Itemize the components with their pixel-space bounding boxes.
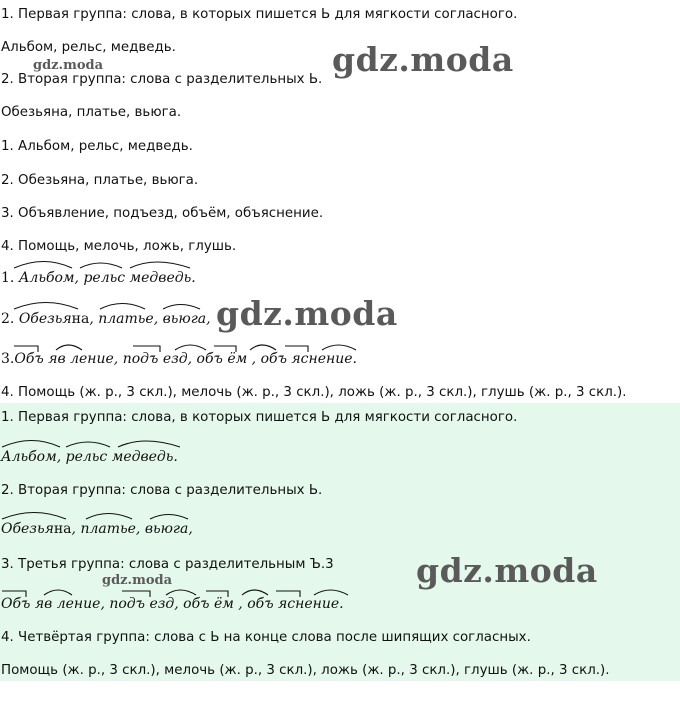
morph-root: ясн <box>291 351 318 367</box>
morpheme-line: Обезьяна, платье, вьюга, <box>1 521 193 537</box>
watermark-logo: gdz.moda <box>216 294 398 333</box>
morph-word: вьюга <box>144 521 189 537</box>
morpheme-line: 2. Обезьяна, платье, вьюга, <box>1 311 211 327</box>
root-arc <box>100 304 145 310</box>
morph-root: яв <box>48 351 66 367</box>
watermark-logo-small: gdz.moda <box>33 58 104 73</box>
morph-word: Альбом <box>18 270 75 286</box>
morph-word: рельс <box>65 449 108 465</box>
text-line: 1. Первая группа: слова, в которых пишется Ь для мягкости согласного. <box>1 410 518 425</box>
morph-prefix: об <box>196 351 214 367</box>
morph-word: медведь <box>129 270 192 286</box>
morpheme-line: Альбом, рельс медведь. <box>1 449 178 465</box>
morpheme-line: Объ яв ление, подъ езд, объ ём , объ яснение. <box>1 596 344 612</box>
morpheme-line: 1. Альбом, рельс медведь. <box>1 270 196 286</box>
morph-root: яв <box>34 596 53 612</box>
morph-word: Обезья <box>18 311 72 327</box>
morph-prefix: об <box>183 596 201 612</box>
text-line: Альбом, рельс, медведь. <box>1 40 176 55</box>
root-arc <box>14 262 72 269</box>
morph-word: медведь <box>111 449 174 465</box>
morph-word: вьюга <box>162 311 207 327</box>
text-line: 2. Обезьяна, платье, вьюга. <box>1 173 199 188</box>
morph-root: ясн <box>278 596 305 612</box>
text-line: 4. Помощь (ж. р., 3 скл.), мелочь (ж. р., 3 скл.), ложь (ж. р., 3 скл.), глушь (ж. р., 3 скл.). <box>1 385 627 400</box>
morph-root: ём <box>227 351 248 367</box>
morph-word: платье <box>80 521 136 537</box>
text-line: 3. Объявление, подъезд, объём, объяснение. <box>1 206 324 221</box>
morph-word: Обезья <box>1 521 54 537</box>
morph-word: платье <box>98 311 154 327</box>
text-line: 1. Альбом, рельс, медведь. <box>1 139 193 154</box>
text-line: 4. Четвёртая группа: слова с Ь на конце слова после шипящих согласных. <box>1 630 531 645</box>
root-arc <box>163 305 200 310</box>
morph-prefix: Об <box>1 596 22 612</box>
morph-prefix: под <box>109 596 136 612</box>
root-arc <box>14 303 78 310</box>
watermark-logo-small: gdz.moda <box>102 573 173 588</box>
text-line: 3. Третья группа: слова с разделительным Ъ.3 <box>1 557 334 572</box>
morph-root: езд <box>149 596 175 612</box>
text-line: 1. Первая группа: слова, в которых пишется Ь для мягкости согласного. <box>1 7 518 22</box>
text-line: Обезьяна, платье, вьюга. <box>1 105 182 120</box>
text-line: Помощь (ж. р., 3 скл.), мелочь (ж. р., 3 скл.), ложь (ж. р., 3 скл.), глушь (ж. р., 3 скл.). <box>1 663 610 678</box>
text-line: 2. Вторая группа: слова с разделительных Ь. <box>1 72 323 87</box>
morph-root: езд <box>162 351 188 367</box>
morph-prefix: об <box>247 596 265 612</box>
watermark-logo: gdz.moda <box>416 551 598 590</box>
watermark-logo: gdz.moda <box>332 40 514 79</box>
morph-word: рельс <box>83 270 126 286</box>
text-line: 4. Помощь, мелочь, ложь, глушь. <box>1 239 237 254</box>
morph-prefix: под <box>122 351 150 367</box>
morph-word: Альбом <box>1 449 57 465</box>
text-line: 2. Вторая группа: слова с разделительных Ь. <box>1 483 323 498</box>
morph-prefix: об <box>260 351 278 367</box>
root-arc <box>130 262 190 268</box>
root-arc <box>80 263 122 268</box>
morph-root: ём <box>213 596 234 612</box>
morpheme-line: 3.Объ яв ление, подъ езд, объ ём , объ яснение. <box>1 351 357 367</box>
morph-prefix: Об <box>14 351 35 367</box>
